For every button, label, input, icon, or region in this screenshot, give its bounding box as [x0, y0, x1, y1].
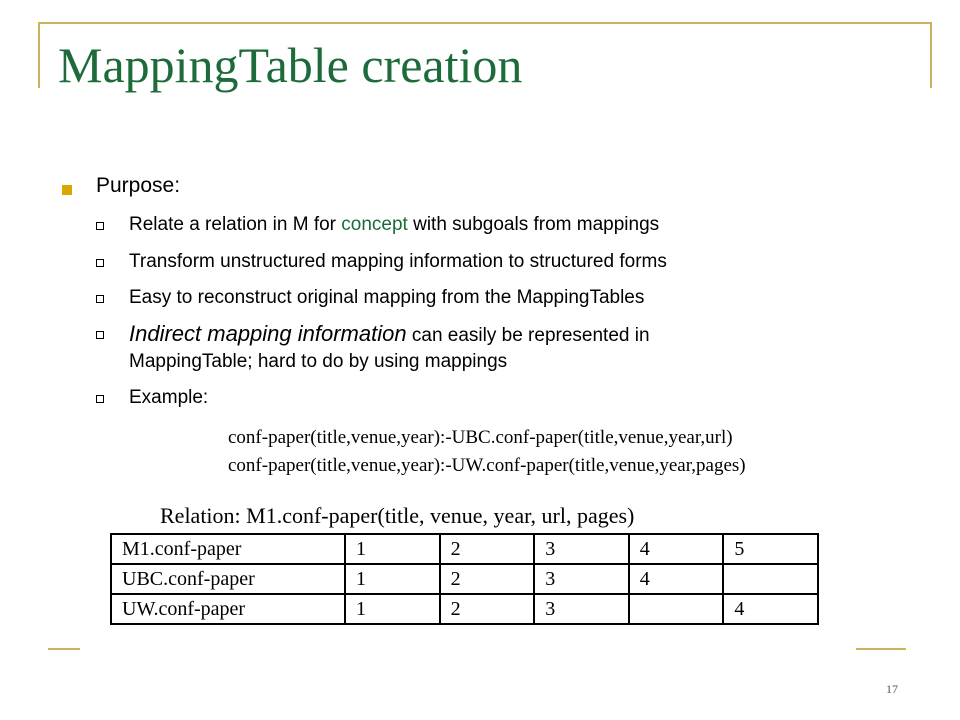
indirect-mapping-text: Indirect mapping information [129, 321, 407, 346]
table-cell: 4 [629, 534, 724, 564]
item-text: Transform unstructured mapping information to structured forms [129, 251, 667, 272]
square-bullet-icon [62, 185, 72, 195]
table-cell: 4 [629, 564, 724, 594]
frame-bottom-left-line [48, 648, 80, 650]
table-cell: 3 [534, 564, 629, 594]
table-row [111, 534, 818, 564]
table-row [111, 594, 818, 624]
frame-bottom-right-line [856, 648, 906, 650]
table-cell: 1 [345, 564, 440, 594]
concept-highlight: concept [341, 214, 408, 235]
checkbox-bullet-icon [96, 395, 104, 403]
table-row [111, 564, 818, 594]
page-number: 17 [886, 682, 898, 696]
table-cell: 1 [345, 594, 440, 624]
checkbox-bullet-icon [96, 295, 104, 303]
item-text: Relate a relation in M for [129, 214, 342, 235]
relation-header: Relation: M1.conf-paper(title, venue, year, url, pages) [160, 503, 635, 528]
mapping-rule: conf-paper(title,venue,year):-UW.conf-paper(title,venue,year,pages) [228, 455, 746, 476]
item-text-line2: MappingTable; hard to do by using mappings [129, 351, 508, 372]
mapping-table [110, 533, 819, 625]
mapping-rule: conf-paper(title,venue,year):-UBC.conf-paper(title,venue,year,url) [228, 427, 733, 448]
table-cell: 5 [723, 534, 818, 564]
checkbox-bullet-icon [96, 331, 104, 339]
slide-title: MappingTable creation [58, 37, 523, 93]
frame-top-line [38, 22, 932, 24]
item-text: Easy to reconstruct original mapping from the MappingTables [129, 287, 645, 308]
table-cell [723, 564, 818, 594]
table-cell: 1 [345, 534, 440, 564]
purpose-label: Purpose: [96, 174, 181, 197]
table-cell: M1.conf-paper [111, 534, 345, 564]
table-cell: 2 [440, 594, 535, 624]
checkbox-bullet-icon [96, 222, 104, 230]
table-cell: 3 [534, 594, 629, 624]
item-text: Example: [129, 387, 209, 408]
item-text: with subgoals from mappings [407, 214, 660, 235]
table-cell [629, 594, 724, 624]
checkbox-bullet-icon [96, 259, 104, 267]
table-cell: 2 [440, 534, 535, 564]
table-cell: 2 [440, 564, 535, 594]
table-cell: 3 [534, 534, 629, 564]
item-text: can easily be represented in [406, 325, 650, 346]
table-cell: UW.conf-paper [111, 594, 345, 624]
frame-right-line [930, 22, 932, 88]
frame-left-line [38, 22, 40, 88]
table-cell: 4 [723, 594, 818, 624]
table-cell: UBC.conf-paper [111, 564, 345, 594]
